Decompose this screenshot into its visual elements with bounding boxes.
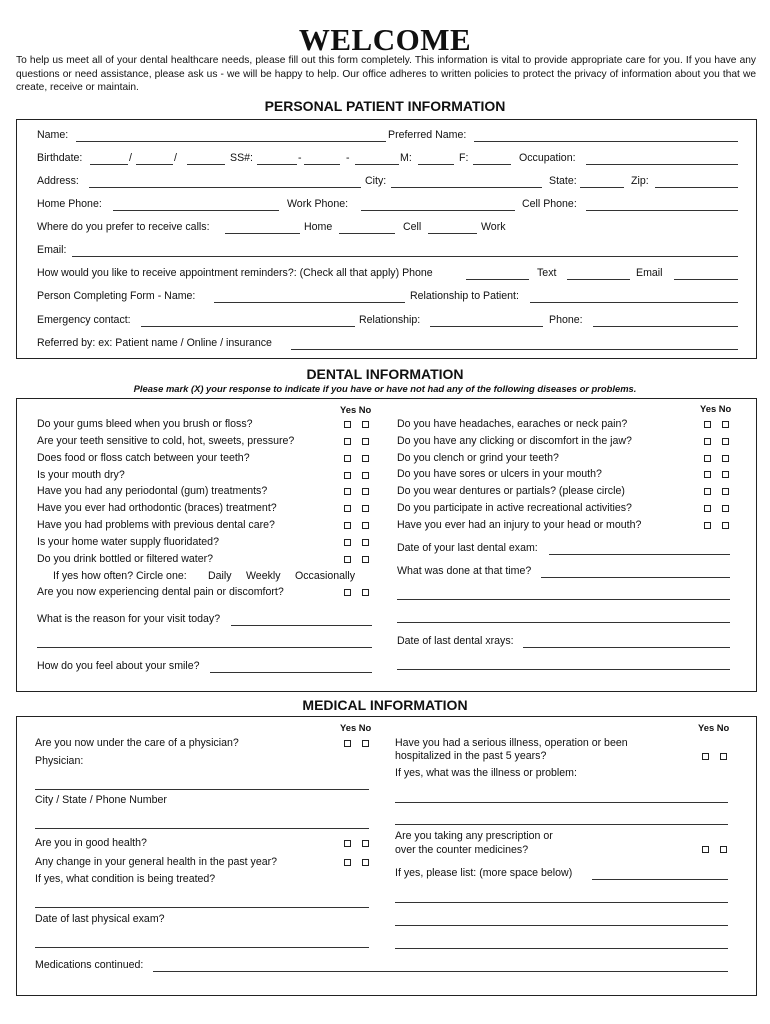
serious-illness-yes[interactable] <box>702 753 709 760</box>
dental-no-6[interactable] <box>362 505 369 512</box>
prefer-home-field[interactable] <box>225 233 300 234</box>
medications-continued-field[interactable] <box>153 971 728 972</box>
intro-text: To help us meet all of your dental healthcare needs, please fill out this form completely. This information is vital to provide appropriate care for you. If you have any questions or need assistance, please ask us - we will be happy to help. Our office adheres to written policies to protect the privacy of information about you that we create, receive or maintain. <box>16 55 756 93</box>
reminders-label: How would you like to receive appointment reminders?: (Check all that apply) Phone <box>37 267 433 279</box>
zip-field[interactable] <box>655 187 738 188</box>
medications-continued-label: Medications continued: <box>35 959 144 971</box>
illness-field-2[interactable] <box>395 824 728 825</box>
dental-q-left-1: Do your gums bleed when you brush or floss? <box>37 418 253 430</box>
birth-year-field[interactable] <box>187 164 225 165</box>
relationship-label: Relationship: <box>359 314 421 326</box>
serious-illness-no[interactable] <box>720 753 727 760</box>
done-field-2[interactable] <box>397 599 730 600</box>
dental-pain-yes[interactable] <box>344 589 351 596</box>
smile-field[interactable] <box>210 672 372 673</box>
dental-no-1[interactable] <box>362 421 369 428</box>
illness-field[interactable] <box>395 802 728 803</box>
dental-yes-2[interactable] <box>344 438 351 445</box>
dental-q-right-5: Do you wear dentures or partials? (please circle) <box>397 485 625 497</box>
dental-pain-question: Are you now experiencing dental pain or discomfort? <box>37 586 284 598</box>
how-often-label: If yes how often? Circle one: <box>53 570 187 582</box>
condition-field[interactable] <box>35 907 369 908</box>
medication-list-label: If yes, please list: (more space below) <box>395 867 573 879</box>
dental-no-5[interactable] <box>362 488 369 495</box>
last-exam-label: Date of your last dental exam: <box>397 542 538 554</box>
ss-part-1[interactable] <box>257 164 297 165</box>
relationship-patient-label: Relationship to Patient: <box>410 290 519 302</box>
medical-yes-no-right: Yes No <box>698 722 730 733</box>
address-label: Address: <box>37 175 79 187</box>
dental-yes-1[interactable] <box>344 421 351 428</box>
dental-q-left-2: Are your teeth sensitive to cold, hot, sweets, pressure? <box>37 435 295 447</box>
dental-section-title: DENTAL INFORMATION <box>306 366 464 382</box>
prescription-question-2: over the counter medicines? <box>395 844 529 856</box>
occupation-field[interactable] <box>586 164 738 165</box>
done-label: What was done at that time? <box>397 565 532 577</box>
prefer-cell-field[interactable] <box>339 233 395 234</box>
dental-right-yes-2[interactable] <box>704 438 711 445</box>
prefer-work-field[interactable] <box>428 233 477 234</box>
physical-field[interactable] <box>35 947 369 948</box>
medication-list-field-3[interactable] <box>395 925 728 926</box>
dental-no-4[interactable] <box>362 472 369 479</box>
illness-label: If yes, what was the illness or problem: <box>395 767 577 779</box>
page-title: WELCOME <box>298 22 472 57</box>
medication-list-field[interactable] <box>592 879 728 880</box>
city-field[interactable] <box>391 187 542 188</box>
relationship-field[interactable] <box>430 326 543 327</box>
dental-q-left-9: Do you drink bottled or filtered water? <box>37 553 214 565</box>
dental-right-no-5[interactable] <box>722 488 729 495</box>
xrays-label: Date of last dental xrays: <box>397 635 514 647</box>
ss-dash-2: - <box>346 152 350 164</box>
dental-q-right-3: Do you clench or grind your teeth? <box>397 452 559 464</box>
zip-label: Zip: <box>631 175 649 187</box>
ss-label: SS#: <box>230 152 253 164</box>
physical-label: Date of last physical exam? <box>35 913 165 925</box>
relationship-patient-field[interactable] <box>530 302 738 303</box>
medical-section-title: MEDICAL INFORMATION <box>302 697 468 713</box>
dental-q-left-5: Have you had any periodontal (gum) treatments? <box>37 485 268 497</box>
dental-right-yes-1[interactable] <box>704 421 711 428</box>
prescription-question-1: Are you taking any prescription or <box>395 830 553 842</box>
dental-no-2[interactable] <box>362 438 369 445</box>
ss-dash-1: - <box>298 152 302 164</box>
ss-part-2[interactable] <box>304 164 340 165</box>
xrays-field-2[interactable] <box>397 669 730 670</box>
dental-right-yes-4[interactable] <box>704 471 711 478</box>
dental-yes-3[interactable] <box>344 455 351 462</box>
state-label: State: <box>549 175 577 187</box>
health-change-yes[interactable] <box>344 859 351 866</box>
work-phone-field[interactable] <box>361 210 515 211</box>
physician-label: Physician: <box>35 755 84 767</box>
reminder-text-field[interactable] <box>567 279 630 280</box>
dental-subtitle: Please mark (X) your response to indicate if you have or have not had any of the following diseases or problems. <box>133 383 637 394</box>
home-phone-label: Home Phone: <box>37 198 102 210</box>
medication-list-field-2[interactable] <box>395 902 728 903</box>
city-state-phone-label: City / State / Phone Number <box>35 794 167 806</box>
physician-care-no[interactable] <box>362 740 369 747</box>
dental-q-right-2: Do you have any clicking or discomfort in the jaw? <box>397 435 632 447</box>
dental-no-9[interactable] <box>362 556 369 563</box>
physician-care-yes[interactable] <box>344 740 351 747</box>
visit-reason-field-2[interactable] <box>37 647 372 648</box>
emergency-field[interactable] <box>141 326 355 327</box>
birth-slash-2: / <box>174 152 177 164</box>
dental-yes-6[interactable] <box>344 505 351 512</box>
reminder-email-field[interactable] <box>674 279 738 280</box>
dental-yes-no-right: Yes No <box>700 403 732 414</box>
completing-name-field[interactable] <box>214 302 405 303</box>
city-label: City: <box>365 175 387 187</box>
dental-pain-no[interactable] <box>362 589 369 596</box>
medical-yes-no-left: Yes No <box>340 722 372 733</box>
phone-label: Phone: <box>549 314 583 326</box>
done-field-3[interactable] <box>397 622 730 623</box>
dental-q-left-6: Have you ever had orthodontic (braces) treatment? <box>37 502 277 514</box>
preferred-name-field[interactable] <box>474 141 738 142</box>
prefer-home-label: Home <box>304 221 333 233</box>
occasionally-option[interactable]: Occasionally <box>295 570 356 582</box>
physician-care-question: Are you now under the care of a physician? <box>35 737 239 749</box>
last-exam-field[interactable] <box>549 554 730 555</box>
dental-q-left-7: Have you had problems with previous dental care? <box>37 519 275 531</box>
dental-q-right-6: Do you participate in active recreational activities? <box>397 502 632 514</box>
dental-yes-9[interactable] <box>344 556 351 563</box>
cell-phone-field[interactable] <box>586 210 738 211</box>
dental-q-right-1: Do you have headaches, earaches or neck pain? <box>397 418 628 430</box>
name-label: Name: <box>37 129 69 141</box>
dental-no-3[interactable] <box>362 455 369 462</box>
serious-illness-question-1: Have you had a serious illness, operation or been <box>395 737 628 749</box>
referred-field[interactable] <box>291 349 738 350</box>
birth-day-field[interactable] <box>136 164 173 165</box>
dental-right-no-1[interactable] <box>722 421 729 428</box>
name-field[interactable] <box>76 141 386 142</box>
dental-no-8[interactable] <box>362 539 369 546</box>
condition-label: If yes, what condition is being treated? <box>35 873 216 885</box>
male-field[interactable] <box>418 164 454 165</box>
prefer-work-label: Work <box>481 221 506 233</box>
visit-reason-field[interactable] <box>231 625 372 626</box>
dental-info-box <box>16 398 757 692</box>
ss-part-3[interactable] <box>355 164 399 165</box>
good-health-yes[interactable] <box>344 840 351 847</box>
male-label: M: <box>400 152 412 164</box>
cell-phone-label: Cell Phone: <box>522 198 577 210</box>
dental-yes-8[interactable] <box>344 539 351 546</box>
referred-label: Referred by: ex: Patient name / Online / insurance <box>37 337 272 349</box>
female-label: F: <box>459 152 469 164</box>
physician-field[interactable] <box>35 789 369 790</box>
dental-right-yes-5[interactable] <box>704 488 711 495</box>
birth-slash-1: / <box>129 152 132 164</box>
preferred-name-label: Preferred Name: <box>388 129 467 141</box>
home-phone-field[interactable] <box>113 210 279 211</box>
work-phone-label: Work Phone: <box>287 198 349 210</box>
dental-q-right-4: Do you have sores or ulcers in your mouth? <box>397 468 602 480</box>
medication-list-field-4[interactable] <box>395 948 728 949</box>
done-field[interactable] <box>541 577 730 578</box>
dental-right-no-2[interactable] <box>722 438 729 445</box>
reminder-phone-field[interactable] <box>466 279 529 280</box>
dental-right-no-7[interactable] <box>722 522 729 529</box>
visit-reason-label: What is the reason for your visit today? <box>37 613 221 625</box>
dental-no-7[interactable] <box>362 522 369 529</box>
dental-yes-7[interactable] <box>344 522 351 529</box>
personal-info-box <box>16 119 757 359</box>
dental-yes-no-left: Yes No <box>340 404 372 415</box>
smile-label: How do you feel about your smile? <box>37 660 200 672</box>
emergency-label: Emergency contact: <box>37 314 131 326</box>
dental-q-left-8: Is your home water supply fluoridated? <box>37 536 219 548</box>
health-change-no[interactable] <box>362 859 369 866</box>
xrays-field[interactable] <box>523 647 730 648</box>
dental-q-left-3: Does food or floss catch between your teeth? <box>37 452 250 464</box>
address-field[interactable] <box>89 187 361 188</box>
prefer-cell-label: Cell <box>403 221 422 233</box>
dental-yes-4[interactable] <box>344 472 351 479</box>
occupation-label: Occupation: <box>519 152 576 164</box>
reminder-email-label: Email <box>636 267 663 279</box>
city-state-phone-field[interactable] <box>35 828 369 829</box>
daily-option[interactable]: Daily <box>208 570 232 582</box>
state-field[interactable] <box>580 187 624 188</box>
female-field[interactable] <box>473 164 511 165</box>
personal-section-title: PERSONAL PATIENT INFORMATION <box>264 98 506 114</box>
reminder-text-label: Text <box>537 267 557 279</box>
good-health-question: Are you in good health? <box>35 837 147 849</box>
dental-right-yes-7[interactable] <box>704 522 711 529</box>
dental-right-yes-6[interactable] <box>704 505 711 512</box>
prescription-no[interactable] <box>720 846 727 853</box>
medical-info-box <box>16 716 757 996</box>
prescription-yes[interactable] <box>702 846 709 853</box>
dental-right-no-4[interactable] <box>722 471 729 478</box>
dental-right-yes-3[interactable] <box>704 455 711 462</box>
emergency-phone-field[interactable] <box>593 326 738 327</box>
dental-yes-5[interactable] <box>344 488 351 495</box>
prefer-calls-label: Where do you prefer to receive calls: <box>37 221 210 233</box>
birth-month-field[interactable] <box>90 164 128 165</box>
email-field[interactable] <box>72 256 738 257</box>
completing-label: Person Completing Form - Name: <box>37 290 196 302</box>
dental-right-no-3[interactable] <box>722 455 729 462</box>
dental-q-right-7: Have you ever had an injury to your head or mouth? <box>397 519 642 531</box>
dental-q-left-4: Is your mouth dry? <box>37 469 125 481</box>
dental-right-no-6[interactable] <box>722 505 729 512</box>
weekly-option[interactable]: Weekly <box>246 570 281 582</box>
serious-illness-question-2: hospitalized in the past 5 years? <box>395 750 547 762</box>
good-health-no[interactable] <box>362 840 369 847</box>
email-label: Email: <box>37 244 67 256</box>
health-change-question: Any change in your general health in the past year? <box>35 856 278 868</box>
birthdate-label: Birthdate: <box>37 152 83 164</box>
